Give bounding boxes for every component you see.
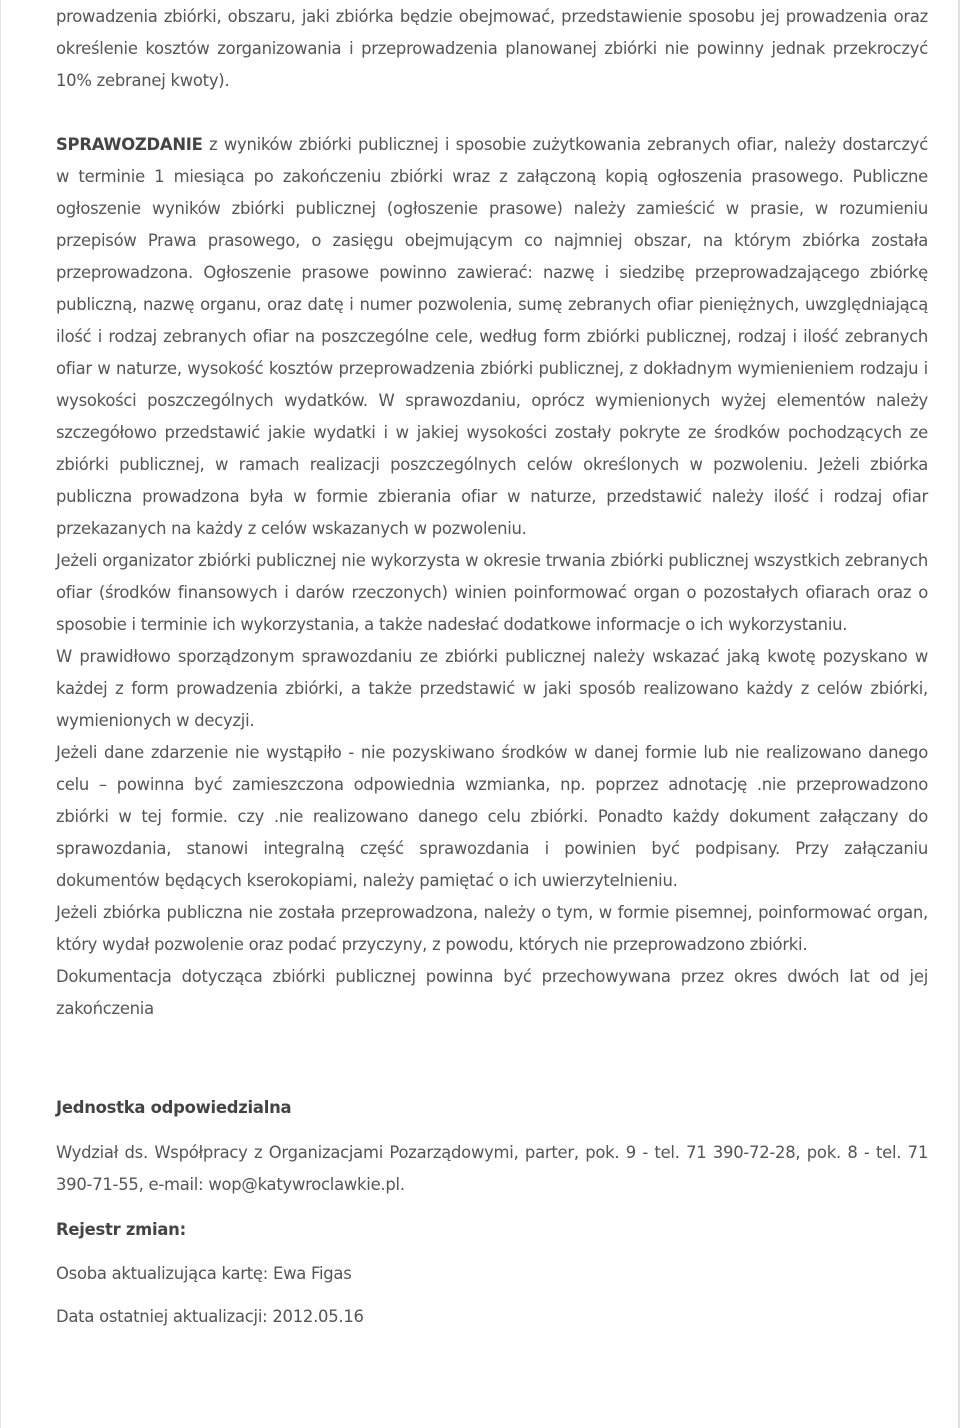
last-update-date: Data ostatniej aktualizacji: 2012.05.16 (56, 1307, 364, 1326)
document-body (56, 0, 928, 1333)
paragraph-amounts: W prawidłowo sporządzonym sprawozdaniu ze zbiórki publicznej należy wskazać jaką kwotę pozyskano w każdej z form prowadzenia zbiórki, a także przedstawić w jaki sposób realizowano każdy z celów zbiórki, wymienionych w decyzji. (56, 647, 928, 730)
page-left-border (0, 0, 1, 1428)
updated-by: Osoba aktualizująca kartę: Ewa Figas (56, 1264, 352, 1283)
paragraph-archive: Dokumentacja dotycząca zbiórki publicznej powinna być przechowywana przez okres dwóch lat od jej zakończenia (56, 967, 928, 1018)
report-label: SPRAWOZDANIE (56, 135, 203, 154)
responsible-unit-heading: Jednostka odpowiedzialna (56, 1098, 292, 1117)
change-log-heading: Rejestr zmian: (56, 1220, 186, 1239)
report-text: z wyników zbiórki publicznej i sposobie zużytkowania zebranych ofiar, należy dostarczyć w terminie 1 miesiąca po zakończeniu zbiórki wraz z załączoną kopią ogłoszenia prasowego. Publiczne ogłoszenie wyników zbiórki publicznej (ogłoszenie prasowe) należy zamieścić w prasie, w rozumieniu przepisów Prawa prasowego, o zasięgu obejmującym co najmniej obszar, na którym zbiórka została przeprowadzona. Ogłoszenie prasowe powinno zawierać: nazwę i siedzibę przeprowadzającego zbiórkę publiczną, nazwę organu, oraz datę i numer pozwolenia, sumę zebranych ofiar pieniężnych, uwzględniającą ilość i rodzaj zebranych ofiar na poszczególne cele, według form zbiórki publicznej, rodzaj i ilość zebranych ofiar w naturze, wysokość kosztów przeprowadzenia zbiórki publicznej, z dokładnym wymienieniem rodzaju i wysokości poszczególnych wydatków. W sprawozdaniu, oprócz wymienionych wyżej elementów należy szczegółowo przedstawić jakie wydatki i w jakiej wysokości zostały pokryte ze środków pochodzących ze zbiórki publicznej, w ramach realizacji poszczególnych celów określonych w pozwoleniu. Jeżeli zbiórka publiczna prowadzona była w formie zbierania ofiar w naturze, przedstawić należy ilość i rodzaj ofiar przekazanych na każdy z celów wskazanych w pozwoleniu. (56, 135, 928, 538)
intro-paragraph: prowadzenia zbiórki, obszaru, jaki zbiórka będzie obejmować, przedstawienie sposobu jej prowadzenia oraz określenie kosztów zorganizowania i przeprowadzenia planowanej zbiórki nie powinny jednak przekroczyć 10% zebranej kwoty). (56, 7, 928, 90)
paragraph-not-held: Jeżeli zbiórka publiczna nie została przeprowadzona, należy o tym, w formie pisemnej, poinformować organ, który wydał pozwolenie oraz podać przyczyny, z powodu, których nie przeprowadzono zbiórki. (56, 903, 928, 954)
report-paragraph (56, 129, 928, 545)
paragraph-unused-donations: Jeżeli organizator zbiórki publicznej nie wykorzysta w okresie trwania zbiórki publicznej wszystkich zebranych ofiar (środków finansowych i darów rzeczonych) winien poinformować organ o pozostałych ofiarach oraz o sposobie i terminie ich wykorzystania, a także nadesłać dodatkowe informacje o ich wykorzystaniu. (56, 551, 928, 634)
responsible-unit-contact: Wydział ds. Współpracy z Organizacjami Pozarządowymi, parter, pok. 9 - tel. 71 390-72-28, pok. 8 - tel. 71 390-71-55, e-mail: wop@katywroclawkie.pl. (56, 1143, 928, 1194)
paragraph-no-event: Jeżeli dane zdarzenie nie wystąpiło - nie pozyskiwano środków w danej formie lub nie realizowano danego celu – powinna być zamieszczona odpowiednia wzmianka, np. poprzez adnotację .nie przeprowadzono zbiórki w tej formie. czy .nie realizowano danego celu zbiórki. Ponadto każdy dokument załączany do sprawozdania, stanowi integralną część sprawozdania i powinien być podpisany. Przy załączaniu dokumentów będących kserokopiami, należy pamiętać o ich uwierzytelnieniu. (56, 743, 928, 890)
